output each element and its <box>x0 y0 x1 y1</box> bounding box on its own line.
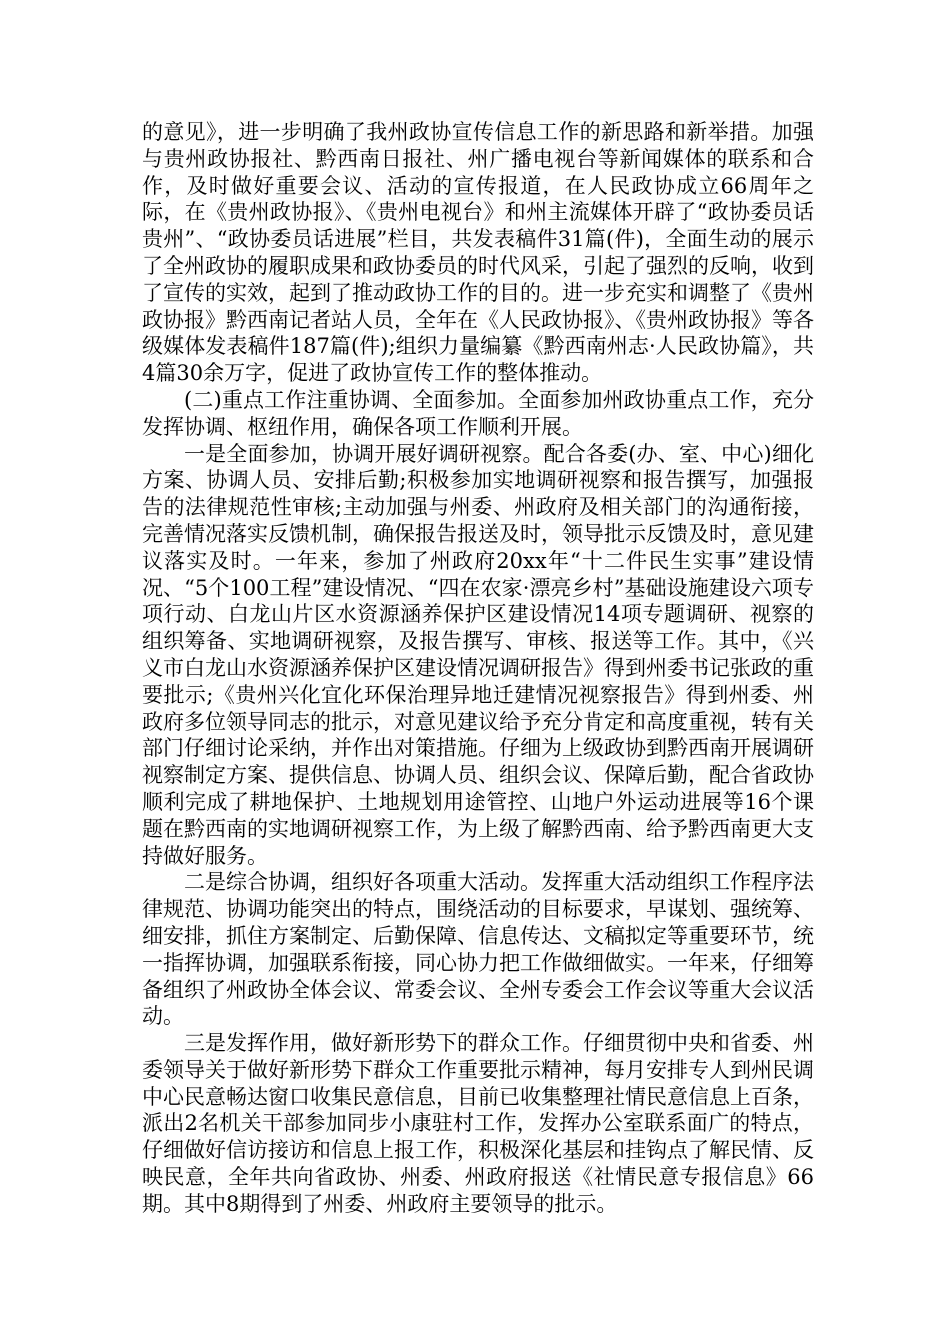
document-page <box>142 119 814 1218</box>
paragraph-key-work-coordination: (二)重点工作注重协调、全面参加。全面参加州政协重点工作，充分发挥协调、枢纽作用，确保各项工作顺利开展。 <box>142 387 814 439</box>
paragraph-research-inspection: 一是全面参加，协调开展好调研视察。配合各委(办、室、中心)细化方案、协调人员、安排后勤;积极参加实地调研视察和报告撰写，加强报告的法律规范性审核;主动加强与州委、州政府及相关部门的沟通衔接，完善情况落实反馈机制，确保报告报送及时，领导批示反馈及时，意见建议落实及时。一年来，参加了州政府20xx年“十二件民生实事”建设情况、“5个100工程”建设情况、“四在农家·漂亮乡村”基础设施建设六项专项行动、白龙山片区水资源涵养保护区建设情况14项专题调研、视察的组织筹备、实地调研视察，及报告撰写、审核、报送等工作。其中，《兴义市白龙山水资源涵养保护区建设情况调研报告》得到州委书记张政的重要批示;《贵州兴化宜化环保治理异地迁建情况视察报告》得到州委、州政府多位领导同志的批示，对意见建议给予充分肯定和高度重视，转有关部门仔细讨论采纳，并作出对策措施。仔细为上级政协到黔西南开展调研视察制定方案、提供信息、协调人员、组织会议、保障后勤，配合省政协顺利完成了耕地保护、土地规划用途管控、山地户外运动进展等16个课题在黔西南的实地调研视察工作，为上级了解黔西南、给予黔西南更大支持做好服务。 <box>142 441 814 868</box>
paragraph-mass-work: 三是发挥作用，做好新形势下的群众工作。仔细贯彻中央和省委、州委领导关于做好新形势下群众工作重要批示精神，每月安排专人到州民调中心民意畅达窗口收集民意信息，目前已收集整理社情民意信息上百条，派出2名机关干部参加同步小康驻村工作，发挥办公室联系面广的特点，仔细做好信访接访和信息上报工作，积极深化基层和挂钩点了解民情、反映民意，全年共向省政协、州委、州政府报送《社情民意专报信息》66期。其中8期得到了州委、州政府主要领导的批示。 <box>142 1031 814 1216</box>
paragraph-propaganda-work: 的意见》，进一步明确了我州政协宣传信息工作的新思路和新举措。加强与贵州政协报社、黔西南日报社、州广播电视台等新闻媒体的联系和合作，及时做好重要会议、活动的宣传报道，在人民政协成立66周年之际，在《贵州政协报》、《贵州电视台》和州主流媒体开辟了“政协委员话贵州”、“政协委员话进展”栏目，共发表稿件31篇(件)，全面生动的展示了全州政协的履职成果和政协委员的时代风采，引起了强烈的反响，收到了宣传的实效，起到了推动政协工作的目的。进一步充实和调整了《贵州政协报》黔西南记者站人员，全年在《人民政协报》、《贵州政协报》等各级媒体发表稿件187篇(件);组织力量编纂《黔西南州志·人民政协篇》，共4篇30余万字，促进了政协宣传工作的整体推动。 <box>142 120 814 386</box>
paragraph-major-activities: 二是综合协调，组织好各项重大活动。发挥重大活动组织工作程序法律规范、协调功能突出的特点，围绕活动的目标要求，早谋划、强统筹、细安排，抓住方案制定、后勤保障、信息传达、文稿拟定等重要环节，统一指挥协调，加强联系衔接，同心协力把工作做细做实。一年来，仔细筹备组织了州政协全体会议、常委会议、全州专委会工作会议等重大会议活动。 <box>142 870 814 1029</box>
